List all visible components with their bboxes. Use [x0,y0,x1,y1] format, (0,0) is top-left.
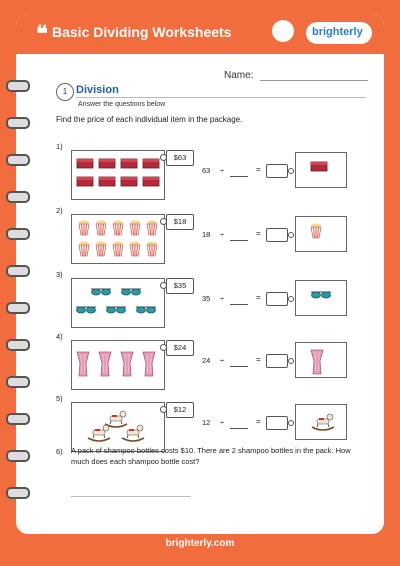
question-number: 3) [56,270,63,279]
answer-tag[interactable] [266,164,288,178]
divisor-blank[interactable] [230,304,248,305]
rocking-horse-icon [120,422,146,447]
answer-tag[interactable] [266,416,288,430]
question-number: 5) [56,394,63,403]
vase-icon [142,351,156,382]
brick-icon [142,156,160,174]
divide-sign: ÷ [220,230,225,239]
spiral-ring [6,191,30,203]
section-number: 1 [56,83,74,101]
instruction-text: Find the price of each individual item in the package. [56,115,243,124]
question-number: 2) [56,206,63,215]
worksheet-header [16,14,384,54]
dividend: 24 [202,356,211,365]
spiral-ring [6,228,30,240]
spiral-ring [6,450,30,462]
package-box [71,214,165,264]
brick-icon [142,174,160,192]
popcorn-icon [78,241,90,262]
single-item-box [295,152,347,188]
brick-icon [98,174,116,192]
dividend: 35 [202,294,211,303]
sunglasses-icon [135,302,157,320]
brick-icon [76,156,94,174]
popcorn-icon [310,223,322,244]
brick-icon [120,156,138,174]
answer-tag-hole [288,420,294,426]
dividend: 12 [202,418,211,427]
price-tag: $24 [166,340,194,356]
spiral-ring [6,302,30,314]
popcorn-icon [112,241,124,262]
divide-sign: ÷ [220,294,225,303]
spiral-ring [6,80,30,92]
divide-sign: ÷ [220,356,225,365]
answer-tag[interactable] [266,228,288,242]
spiral-ring [6,339,30,351]
popcorn-icon [78,220,90,241]
question-number: 4) [56,332,63,341]
question-number: 1) [56,142,63,151]
popcorn-icon [95,220,107,241]
single-item-box [295,280,347,316]
equals-sign: = [256,355,261,364]
question-6-text: A pack of shampoo bottles costs $10. There are 2 shampoo bottles in the pack. How much does each shampoo bottle cost? [71,446,351,466]
answer-tag[interactable] [266,354,288,368]
popcorn-icon [146,241,158,262]
package-box [71,278,165,328]
popcorn-icon [112,220,124,241]
header-circle [272,20,294,42]
brand-logo[interactable]: brighterly [312,26,363,38]
spiral-ring [6,376,30,388]
answer-tag-hole [288,358,294,364]
popcorn-icon [95,241,107,262]
section-subtitle: Answer the questions below [78,101,166,108]
name-label: Name: [224,70,254,81]
spiral-ring [6,487,30,499]
worksheet-page [16,14,384,534]
rocking-horse-icon [310,411,336,436]
price-tag: $18 [166,214,194,230]
brick-icon [120,174,138,192]
dividend: 18 [202,230,211,239]
name-field-line[interactable] [260,80,368,81]
single-item-box [295,216,347,252]
sunglasses-icon [310,287,332,305]
single-item-box [295,404,347,440]
price-tag: $35 [166,278,194,294]
equals-sign: = [256,293,261,302]
section-divider [76,97,366,98]
footer-brand: brighterly.com [165,538,235,549]
rocking-horse-icon [86,422,112,447]
question-6-answer-line[interactable] [71,496,191,497]
price-tag: $12 [166,402,194,418]
package-box [71,340,165,390]
vase-icon [120,351,134,382]
price-tag: $63 [166,150,194,166]
divisor-blank[interactable] [230,428,248,429]
sunglasses-icon [90,284,112,302]
spiral-ring [6,154,30,166]
spiral-ring [6,117,30,129]
equals-sign: = [256,417,261,426]
answer-tag-hole [288,232,294,238]
answer-tag[interactable] [266,292,288,306]
divisor-blank[interactable] [230,176,248,177]
answer-tag-hole [288,296,294,302]
sunglasses-icon [75,302,97,320]
divide-sign: ÷ [220,418,225,427]
package-box [71,150,165,200]
vase-icon [98,351,112,382]
popcorn-icon [146,220,158,241]
divisor-blank[interactable] [230,240,248,241]
single-item-box [295,342,347,378]
brick-icon [310,159,328,177]
equals-sign: = [256,229,261,238]
popcorn-icon [129,241,141,262]
brick-icon [98,156,116,174]
divide-sign: ÷ [220,166,225,175]
question-6-number: 6) [56,447,63,456]
divisor-blank[interactable] [230,366,248,367]
brick-icon [76,174,94,192]
equals-sign: = [256,165,261,174]
dividend: 63 [202,166,211,175]
popcorn-icon [129,220,141,241]
spiral-ring [6,265,30,277]
vase-icon [310,349,324,380]
section-title: Division [76,84,119,96]
quote-icon: ❝ [36,21,48,47]
sunglasses-icon [120,284,142,302]
answer-tag-hole [288,168,294,174]
spiral-ring [6,413,30,425]
worksheet-title: Basic Dividing Worksheets [52,24,232,40]
sunglasses-icon [105,302,127,320]
vase-icon [76,351,90,382]
